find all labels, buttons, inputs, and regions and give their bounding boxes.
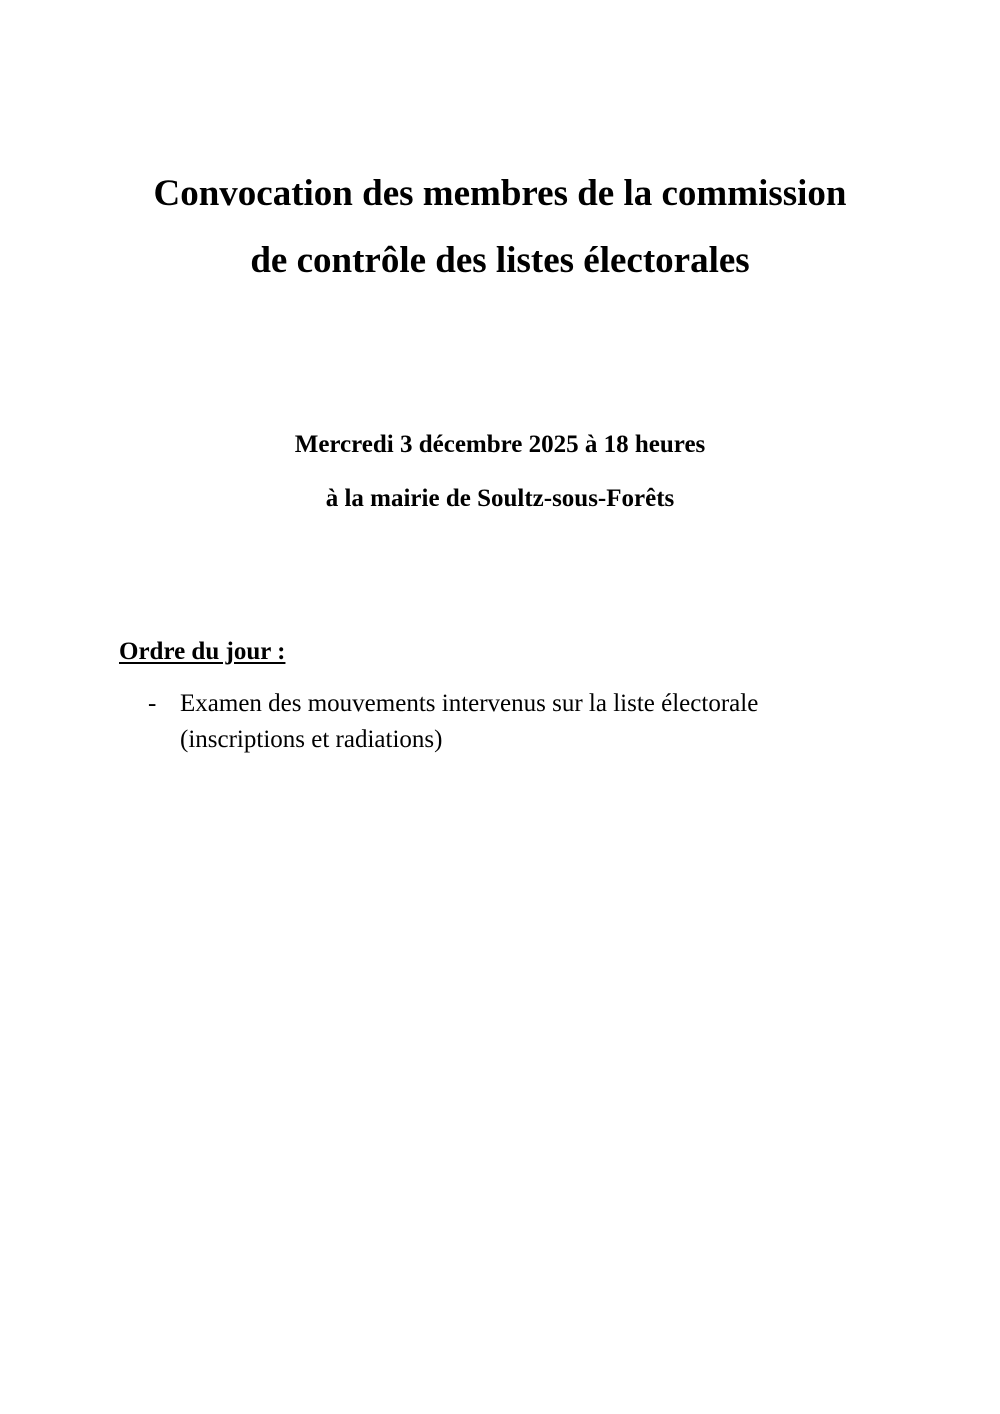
agenda-item-line-1: Examen des mouvements intervenus sur la liste électorale bbox=[180, 690, 759, 717]
agenda-item bbox=[148, 686, 888, 758]
meeting-place: à la mairie de Soultz-sous-Forêts bbox=[325, 485, 675, 512]
document-title bbox=[0, 160, 1000, 294]
meeting-details bbox=[0, 418, 1000, 526]
meeting-date: Mercredi 3 décembre 2025 à 18 heures bbox=[294, 431, 706, 458]
agenda-bullet: - bbox=[148, 690, 157, 717]
agenda-list bbox=[148, 686, 888, 758]
title-line-1: Convocation des membres de la commission bbox=[153, 173, 847, 214]
agenda-item-line-2: (inscriptions et radiations) bbox=[180, 726, 443, 753]
title-line-2: de contrôle des listes électorales bbox=[250, 240, 750, 281]
agenda-heading: Ordre du jour : bbox=[119, 638, 286, 665]
